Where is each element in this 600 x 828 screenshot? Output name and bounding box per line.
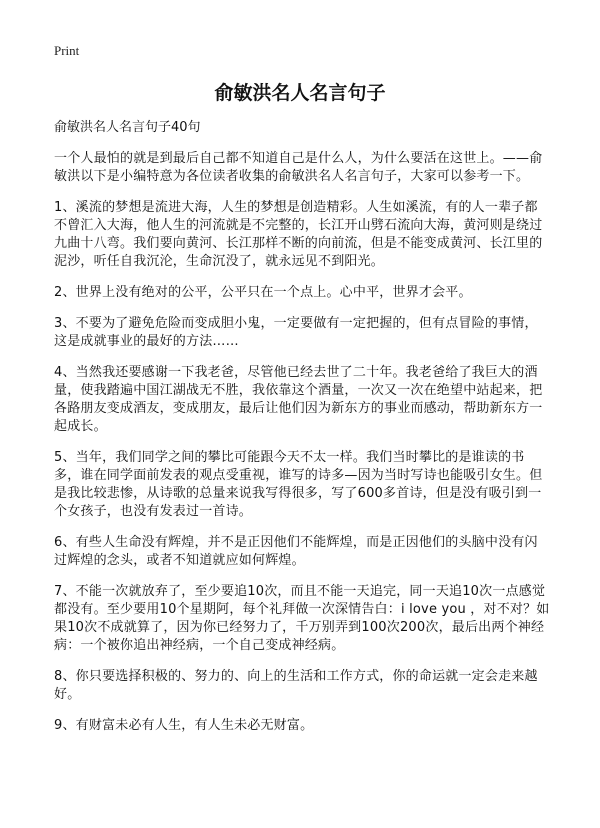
article-title: 俞敏洪名人名言句子: [214, 82, 386, 104]
article-body: [54, 150, 550, 748]
quote-paragraph-6: 6、有些人生命没有辉煌，并不是正因他们不能辉煌，而是正因他们的头脑中没有闪过辉煌的念头，或者不知道就应如何辉煌。: [54, 535, 538, 568]
quote-paragraph-2: 2、世界上没有绝对的公平，公平只在一个点上。心中平，世界才会平。: [54, 285, 472, 300]
quote-paragraph-4: 4、当然我还要感谢一下我老爸，尽管他已经去世了二十年。我老爸给了我巨大的酒量，使我踏遍中国江湖战无不胜，我依靠这个酒量，一次又一次在绝望中站起来，把各路朋友变成酒友，变成朋友，最后让他们因为新东方的事业而感动，帮助新东方一起成长。: [54, 365, 543, 434]
print-label: Print: [54, 43, 80, 58]
quote-paragraph-1: 1、溪流的梦想是流进大海，人生的梦想是创造精彩。人生如溪流，有的人一辈子都不曾汇入大海，他人生的河流就是不完整的，长江开山劈石流向大海，黄河则是绕过九曲十八弯。我们要向黄河、长江那样不断的向前流，但是不能变成黄河、长江里的泥沙，听任自我沉沦，生命沉没了，就永远见不到阳光。: [54, 200, 543, 269]
quote-paragraph-5: 5、当年，我们同学之间的攀比可能跟今天不太一样。我们当时攀比的是谁读的书多，谁在同学面前发表的观点受重视，谁写的诗多—因为当时写诗也能吸引女生。但是我比较悲惨，从诗歌的总量来说我写得很多，写了600多首诗，但是没有吸引到一个女孩子，也没有发表过一首诗。: [54, 450, 543, 519]
quote-paragraph-9: 9、有财富未必有人生，有人生未必无财富。: [54, 718, 314, 733]
article-subtitle: 俞敏洪名人名言句子40句: [54, 120, 201, 135]
quote-paragraph-7: 7、不能一次就放弃了，至少要追10次，而且不能一天追完，同一天追10次一点感觉都没有。至少要用10个星期阿，每个礼拜做一次深情告白：i love you ，对不对？如果10次不成就算了，因为你已经努力了，千万别弄到100次200次，最后出两个神经病：一个被你追出神经病，一个自己变成神经病。: [54, 584, 550, 653]
quote-paragraph-3: 3、不要为了避免危险而变成胆小鬼，一定要做有一定把握的，但有点冒险的事情，这是成就事业的最好的方法……: [54, 316, 538, 349]
quote-paragraph-8: 8、你只要选择积极的、努力的、向上的生活和工作方式，你的命运就一定会走来越好。: [54, 669, 538, 702]
intro-paragraph: 一个人最怕的就是到最后自己都不知道自己是什么人，为什么要活在这世上。——俞敏洪以下是小编特意为各位读者收集的俞敏洪名人名言句子，大家可以参考一下。: [54, 151, 543, 184]
